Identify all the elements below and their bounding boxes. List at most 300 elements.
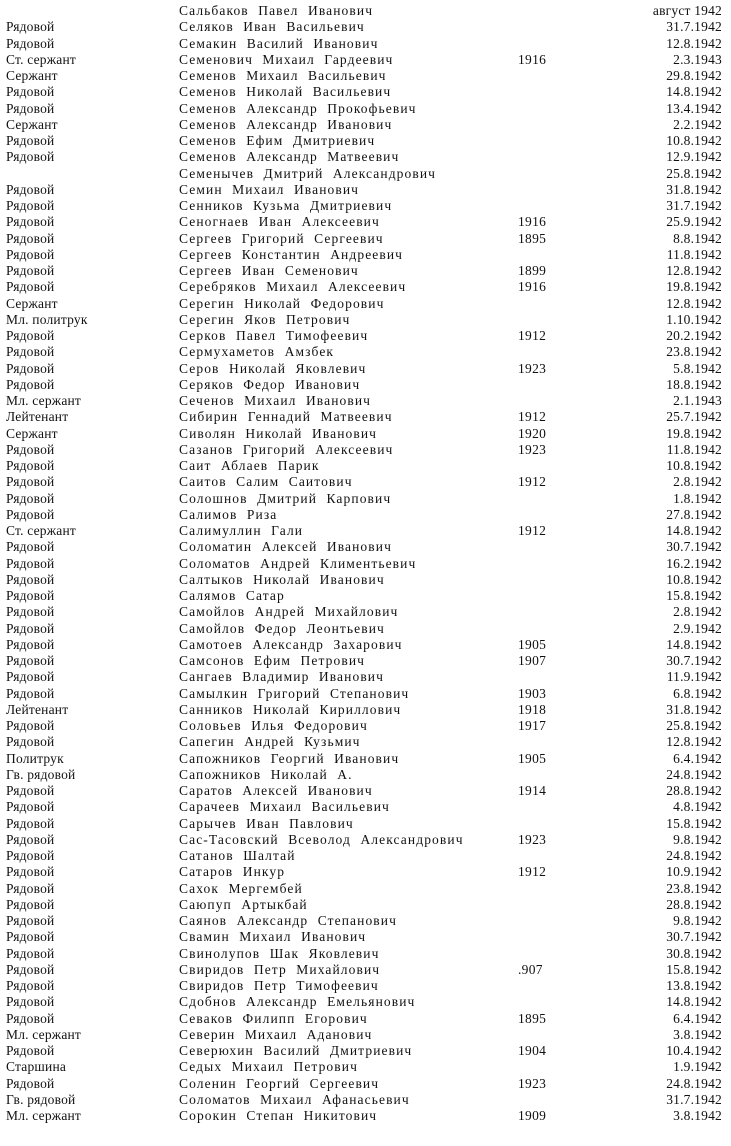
roster-row <box>0 1011 731 1027</box>
birth-year-cell: 1912 <box>518 328 547 343</box>
name-cell: Соломатов Михаил Афанасьевич <box>179 1091 410 1107</box>
name-cell: Сергеев Григорий Сергеевич <box>179 230 384 246</box>
rank-cell: Рядовой <box>6 198 55 213</box>
name-cell: Свинолупов Шак Яковлевич <box>179 945 380 961</box>
rank-cell: Рядовой <box>6 84 55 100</box>
name-cell: Семенов Михаил Васильевич <box>179 68 387 83</box>
name-cell: Сас-Тасовский Всеволод Александрович <box>179 831 464 847</box>
name-cell: Сатаров Инкур <box>179 864 286 880</box>
rank-cell: Рядовой <box>6 994 55 1010</box>
death-date-cell: 30.7.1942 <box>666 929 722 945</box>
rank-cell: Рядовой <box>6 328 55 343</box>
name-cell: Соломатин Алексей Иванович <box>179 539 392 555</box>
death-date-cell: 1.9.1942 <box>673 1059 722 1075</box>
name-cell: Сапегин Андрей Кузьмич <box>179 734 361 750</box>
death-date-cell: 31.7.1942 <box>666 1091 722 1107</box>
roster-row <box>0 588 731 604</box>
death-date-cell: 2.1.1943 <box>673 393 722 408</box>
roster-row <box>0 377 731 393</box>
roster-row <box>0 604 731 620</box>
name-cell: Семенов Александр Прокофьевич <box>179 100 417 116</box>
name-cell: Самсонов Ефим Петрович <box>179 653 366 668</box>
name-cell: Солошнов Дмитрий Карпович <box>179 490 392 506</box>
death-date-cell: 10.8.1942 <box>666 458 722 473</box>
rank-cell: Рядовой <box>6 913 55 928</box>
death-date-cell: 14.8.1942 <box>666 84 722 100</box>
death-date-cell: 1.10.1942 <box>666 311 722 327</box>
death-date-cell: 4.8.1942 <box>673 799 722 815</box>
rank-cell: Рядовой <box>6 539 55 555</box>
roster-row <box>0 848 731 864</box>
death-date-cell: 14.8.1942 <box>666 523 722 538</box>
rank-cell: Рядовой <box>6 620 55 636</box>
rank-cell: Гв. рядовой <box>6 766 76 782</box>
roster-row <box>0 556 731 572</box>
death-date-cell: 23.8.1942 <box>666 344 722 360</box>
name-cell: Соломатов Андрей Климентьевич <box>179 555 417 571</box>
rank-cell: Рядовой <box>6 815 55 831</box>
rank-cell: Мл. сержант <box>6 1108 82 1123</box>
roster-row <box>0 344 731 360</box>
name-cell: Серебряков Михаил Алексеевич <box>179 279 407 295</box>
roster-row <box>0 101 731 117</box>
roster-row <box>0 491 731 507</box>
birth-year-cell: .907 <box>518 961 543 977</box>
name-cell: Северюхин Василий Дмитриевич <box>179 1043 413 1058</box>
name-cell: Северин Михаил Аданович <box>179 1026 373 1042</box>
rank-cell: Рядовой <box>6 441 55 457</box>
birth-year-cell: 1909 <box>518 1108 547 1123</box>
roster-row <box>0 231 731 247</box>
death-date-cell: 16.2.1942 <box>666 555 722 571</box>
name-cell: Соловьев Илья Федорович <box>179 718 368 733</box>
roster-row <box>0 474 731 490</box>
name-cell: Соленин Георгий Сергеевич <box>179 1075 380 1091</box>
death-date-cell: 14.8.1942 <box>666 994 722 1010</box>
death-date-cell: 10.9.1942 <box>666 864 722 880</box>
rank-cell: Рядовой <box>6 1075 55 1091</box>
roster-row <box>0 653 731 669</box>
birth-year-cell: 1905 <box>518 636 547 652</box>
rank-cell: Рядовой <box>6 458 55 473</box>
rank-cell: Рядовой <box>6 734 55 750</box>
name-cell: Самылкин Григорий Степанович <box>179 685 410 701</box>
roster-row <box>0 994 731 1010</box>
rank-cell: Рядовой <box>6 230 55 246</box>
rank-cell: Рядовой <box>6 961 55 977</box>
death-date-cell: 25.8.1942 <box>666 718 722 733</box>
name-cell: Саитов Салим Саитович <box>179 474 353 490</box>
roster-row <box>0 637 731 653</box>
roster-row <box>0 507 731 523</box>
roster-row <box>0 1076 731 1092</box>
name-cell: Сиволян Николай Иванович <box>179 425 378 441</box>
birth-year-cell: 1905 <box>518 750 547 766</box>
rank-cell: Сержант <box>6 425 58 441</box>
rank-cell: Рядовой <box>6 133 55 148</box>
death-date-cell: 11.8.1942 <box>666 441 722 457</box>
rank-cell: Рядовой <box>6 636 55 652</box>
death-date-cell: 3.8.1942 <box>673 1026 722 1042</box>
roster-row <box>0 198 731 214</box>
name-cell: Салимов Риза <box>179 506 278 522</box>
name-cell: Самойлов Федор Леонтьевич <box>179 620 385 636</box>
rank-cell: Рядовой <box>6 474 55 490</box>
death-date-cell: 27.8.1942 <box>666 506 722 522</box>
roster-row <box>0 361 731 377</box>
death-date-cell: 15.8.1942 <box>666 961 722 977</box>
name-cell: Семенов Александр Иванович <box>179 116 393 132</box>
name-cell: Сенников Кузьма Дмитриевич <box>179 198 393 213</box>
name-cell: Сапожников Николай А. <box>179 766 353 782</box>
rank-cell: Рядовой <box>6 783 55 798</box>
death-date-cell: 8.8.1942 <box>673 230 722 246</box>
rank-cell: Рядовой <box>6 246 55 262</box>
roster-row <box>0 816 731 832</box>
name-cell: Серков Павел Тимофеевич <box>179 328 369 343</box>
rank-cell: Мл. сержант <box>6 1026 82 1042</box>
death-date-cell: 19.8.1942 <box>666 279 722 295</box>
death-date-cell: 30.7.1942 <box>666 539 722 555</box>
name-cell: Серегин Николай Федорович <box>179 295 385 311</box>
name-cell: Сахок Мергембей <box>179 880 303 896</box>
rank-cell: Лейтенант <box>6 409 69 425</box>
death-date-cell: 12.8.1942 <box>666 263 722 278</box>
name-cell: Сдобнов Александр Емельянович <box>179 994 416 1010</box>
rank-cell: Мл. сержант <box>6 393 82 408</box>
roster-row <box>0 767 731 783</box>
rank-cell: Рядовой <box>6 214 55 230</box>
name-cell: Селяков Иван Васильевич <box>179 19 365 35</box>
roster-row <box>0 1108 731 1124</box>
roster-row <box>0 897 731 913</box>
name-cell: Саянов Александр Степанович <box>179 913 397 928</box>
roster-row <box>0 328 731 344</box>
birth-year-cell: 1923 <box>518 1075 547 1091</box>
rank-cell: Рядовой <box>6 978 55 993</box>
rank-cell: Рядовой <box>6 571 55 587</box>
death-date-cell: 6.4.1942 <box>673 1010 722 1026</box>
death-date-cell: 25.8.1942 <box>666 165 722 181</box>
name-cell: Сатанов Шалтай <box>179 848 296 863</box>
roster-row <box>0 426 731 442</box>
birth-year-cell: 1895 <box>518 230 547 246</box>
death-date-cell: 15.8.1942 <box>666 588 722 603</box>
death-date-cell: 24.8.1942 <box>666 848 722 863</box>
rank-cell: Рядовой <box>6 685 55 701</box>
rank-cell: Рядовой <box>6 604 55 620</box>
death-date-cell: 30.8.1942 <box>666 945 722 961</box>
rank-cell: Рядовой <box>6 263 55 278</box>
birth-year-cell: 1918 <box>518 701 547 717</box>
name-cell: Серяков Федор Иванович <box>179 376 361 392</box>
roster-row <box>0 279 731 295</box>
name-cell: Сеченов Михаил Иванович <box>179 393 372 408</box>
roster-row <box>0 621 731 637</box>
death-date-cell: 5.8.1942 <box>673 360 722 376</box>
name-cell: Семенычев Дмитрий Александрович <box>179 165 437 181</box>
death-date-cell: 1.8.1942 <box>673 490 722 506</box>
roster-row <box>0 36 731 52</box>
death-date-cell: 24.8.1942 <box>666 1075 722 1091</box>
roster-row <box>0 962 731 978</box>
name-cell: Сермухаметов Амзбек <box>179 344 335 360</box>
death-date-cell: 12.8.1942 <box>666 734 722 750</box>
roster-row <box>0 523 731 539</box>
name-cell: Самотоев Александр Захарович <box>179 636 403 652</box>
rank-cell: Рядовой <box>6 896 55 912</box>
rank-cell: Рядовой <box>6 880 55 896</box>
rank-cell: Рядовой <box>6 588 55 603</box>
name-cell: Сорокин Степан Никитович <box>179 1108 378 1123</box>
roster-row <box>0 832 731 848</box>
rank-cell: Рядовой <box>6 555 55 571</box>
birth-year-cell: 1912 <box>518 474 547 490</box>
rank-cell: Сержант <box>6 116 58 132</box>
birth-year-cell: 1916 <box>518 51 547 67</box>
death-date-cell: 9.8.1942 <box>673 831 722 847</box>
death-date-cell: 25.9.1942 <box>666 214 722 230</box>
roster-row <box>0 247 731 263</box>
death-date-cell: 11.9.1942 <box>666 669 722 685</box>
roster-row <box>0 409 731 425</box>
death-date-cell: 20.2.1942 <box>666 328 722 343</box>
roster-row <box>0 166 731 182</box>
death-date-cell: 30.7.1942 <box>666 653 722 668</box>
rank-cell: Рядовой <box>6 799 55 815</box>
name-cell: Сазанов Григорий Алексеевич <box>179 441 394 457</box>
roster-row <box>0 539 731 555</box>
name-cell: Сангаев Владимир Иванович <box>179 669 385 685</box>
rank-cell: Рядовой <box>6 490 55 506</box>
birth-year-cell: 1904 <box>518 1043 547 1058</box>
death-date-cell: 3.8.1942 <box>673 1108 722 1123</box>
name-cell: Саит Аблаев Парик <box>179 458 320 473</box>
roster-row <box>0 799 731 815</box>
name-cell: Салимуллин Гали <box>179 523 304 538</box>
roster-row <box>0 458 731 474</box>
rank-cell: Рядовой <box>6 718 55 733</box>
roster-row <box>0 669 731 685</box>
death-date-cell: 12.8.1942 <box>666 35 722 51</box>
rank-cell: Рядовой <box>6 945 55 961</box>
rank-cell: Рядовой <box>6 376 55 392</box>
roster-row <box>0 296 731 312</box>
roster-row <box>0 929 731 945</box>
death-date-cell: 12.9.1942 <box>666 149 722 165</box>
name-cell: Салямов Сатар <box>179 588 285 603</box>
death-date-cell: 13.8.1942 <box>666 978 722 993</box>
birth-year-cell: 1923 <box>518 831 547 847</box>
death-date-cell: 31.7.1942 <box>666 19 722 35</box>
roster-row <box>0 312 731 328</box>
roster-row <box>0 182 731 198</box>
rank-cell: Рядовой <box>6 100 55 116</box>
rank-cell: Рядовой <box>6 506 55 522</box>
name-cell: Седых Михаил Петрович <box>179 1059 358 1075</box>
roster-row <box>0 84 731 100</box>
death-date-cell: 14.8.1942 <box>666 636 722 652</box>
name-cell: Семенович Михаил Гардеевич <box>179 51 394 67</box>
rank-cell: Рядовой <box>6 35 55 51</box>
death-date-cell: 2.3.1943 <box>673 51 722 67</box>
roster-row <box>0 783 731 799</box>
birth-year-cell: 1907 <box>518 653 547 668</box>
roster-row <box>0 149 731 165</box>
death-date-cell: август 1942 <box>652 3 722 18</box>
rank-cell: Ст. сержант <box>6 51 77 67</box>
death-date-cell: 2.8.1942 <box>673 474 722 490</box>
birth-year-cell: 1916 <box>518 214 547 230</box>
name-cell: Сарычев Иван Павлович <box>179 815 354 831</box>
death-date-cell: 18.8.1942 <box>666 376 722 392</box>
roster-row <box>0 572 731 588</box>
roster-row <box>0 1043 731 1059</box>
death-date-cell: 13.4.1942 <box>666 100 722 116</box>
name-cell: Семенов Ефим Дмитриевич <box>179 133 376 148</box>
birth-year-cell: 1917 <box>518 718 547 733</box>
roster-row <box>0 978 731 994</box>
death-date-cell: 31.8.1942 <box>666 701 722 717</box>
rank-cell: Рядовой <box>6 1010 55 1026</box>
name-cell: Сергеев Иван Семенович <box>179 263 359 278</box>
rank-cell: Гв. рядовой <box>6 1091 76 1107</box>
name-cell: Санников Николай Кириллович <box>179 701 402 717</box>
name-cell: Серов Николай Яковлевич <box>179 360 367 376</box>
death-date-cell: 2.2.1942 <box>673 116 722 132</box>
roster-row <box>0 751 731 767</box>
name-cell: Свиридов Петр Михайлович <box>179 961 381 977</box>
rank-cell: Рядовой <box>6 848 55 863</box>
rank-cell: Политрук <box>6 750 64 766</box>
rank-cell: Сержант <box>6 68 58 83</box>
death-date-cell: 25.7.1942 <box>666 409 722 425</box>
roster-row <box>0 1059 731 1075</box>
rank-cell: Рядовой <box>6 653 55 668</box>
roster-row <box>0 1027 731 1043</box>
death-date-cell: 28.8.1942 <box>666 783 722 798</box>
roster-row <box>0 1092 731 1108</box>
death-date-cell: 2.9.1942 <box>673 620 722 636</box>
birth-year-cell: 1912 <box>518 864 547 880</box>
name-cell: Свамин Михаил Иванович <box>179 929 367 945</box>
rank-cell: Рядовой <box>6 360 55 376</box>
rank-cell: Рядовой <box>6 1043 55 1058</box>
rank-cell: Сержант <box>6 295 58 311</box>
death-date-cell: 12.8.1942 <box>666 295 722 311</box>
roster-row <box>0 52 731 68</box>
name-cell: Салтыков Николай Иванович <box>179 571 385 587</box>
birth-year-cell: 1912 <box>518 523 547 538</box>
roster-row <box>0 3 731 19</box>
name-cell: Севаков Филипп Егорович <box>179 1010 368 1026</box>
roster-row <box>0 117 731 133</box>
roster-row <box>0 686 731 702</box>
death-date-cell: 10.8.1942 <box>666 133 722 148</box>
rank-cell: Старшина <box>6 1059 67 1075</box>
roster-row <box>0 19 731 35</box>
birth-year-cell: 1899 <box>518 263 547 278</box>
birth-year-cell: 1914 <box>518 783 547 798</box>
birth-year-cell: 1923 <box>518 360 547 376</box>
rank-cell: Рядовой <box>6 19 55 35</box>
death-date-cell: 6.8.1942 <box>673 685 722 701</box>
roster-row <box>0 133 731 149</box>
rank-cell: Рядовой <box>6 831 55 847</box>
rank-cell: Мл. политрук <box>6 311 88 327</box>
name-cell: Сапожников Георгий Иванович <box>179 750 400 766</box>
death-date-cell: 28.8.1942 <box>666 896 722 912</box>
name-cell: Семенов Николай Васильевич <box>179 84 392 100</box>
rank-cell: Рядовой <box>6 149 55 165</box>
birth-year-cell: 1920 <box>518 425 547 441</box>
death-date-cell: 23.8.1942 <box>666 880 722 896</box>
birth-year-cell: 1916 <box>518 279 547 295</box>
rank-cell: Лейтенант <box>6 701 69 717</box>
roster-row <box>0 864 731 880</box>
name-cell: Семин Михаил Иванович <box>179 181 360 197</box>
death-date-cell: 11.8.1942 <box>666 246 722 262</box>
death-date-cell: 10.8.1942 <box>666 571 722 587</box>
death-date-cell: 2.8.1942 <box>673 604 722 620</box>
roster-row <box>0 913 731 929</box>
name-cell: Самойлов Андрей Михайлович <box>179 604 399 620</box>
birth-year-cell: 1895 <box>518 1010 547 1026</box>
death-date-cell: 29.8.1942 <box>666 68 722 83</box>
death-date-cell: 10.4.1942 <box>666 1043 722 1058</box>
rank-cell: Рядовой <box>6 279 55 295</box>
rank-cell: Рядовой <box>6 181 55 197</box>
roster-row <box>0 946 731 962</box>
rank-cell: Рядовой <box>6 669 55 685</box>
death-date-cell: 15.8.1942 <box>666 815 722 831</box>
name-cell: Сибирин Геннадий Матвеевич <box>179 409 393 425</box>
name-cell: Серегин Яков Петрович <box>179 311 351 327</box>
birth-year-cell: 1923 <box>518 441 547 457</box>
roster-row <box>0 702 731 718</box>
rank-cell: Рядовой <box>6 929 55 945</box>
name-cell: Сарачеев Михаил Васильевич <box>179 799 390 815</box>
birth-year-cell: 1903 <box>518 685 547 701</box>
death-date-cell: 19.8.1942 <box>666 425 722 441</box>
name-cell: Сальбаков Павел Иванович <box>179 3 374 18</box>
roster-row <box>0 263 731 279</box>
death-date-cell: 31.7.1942 <box>666 198 722 213</box>
roster-row <box>0 393 731 409</box>
rank-cell: Ст. сержант <box>6 523 77 538</box>
name-cell: Саюпуп Артыкбай <box>179 896 308 912</box>
roster-row <box>0 718 731 734</box>
name-cell: Сеногнаев Иван Алексеевич <box>179 214 380 230</box>
name-cell: Семенов Александр Матвеевич <box>179 149 400 165</box>
death-date-cell: 6.4.1942 <box>673 750 722 766</box>
roster-row <box>0 214 731 230</box>
roster-row <box>0 442 731 458</box>
rank-cell: Рядовой <box>6 344 55 360</box>
death-date-cell: 24.8.1942 <box>666 766 722 782</box>
death-date-cell: 31.8.1942 <box>666 181 722 197</box>
roster-row <box>0 68 731 84</box>
death-date-cell: 9.8.1942 <box>673 913 722 928</box>
name-cell: Семакин Василий Иванович <box>179 35 379 51</box>
birth-year-cell: 1912 <box>518 409 547 425</box>
roster-row <box>0 881 731 897</box>
name-cell: Свиридов Петр Тимофеевич <box>179 978 379 993</box>
name-cell: Саратов Алексей Иванович <box>179 783 373 798</box>
rank-cell: Рядовой <box>6 864 55 880</box>
name-cell: Сергеев Константин Андреевич <box>179 246 404 262</box>
roster-row <box>0 734 731 750</box>
